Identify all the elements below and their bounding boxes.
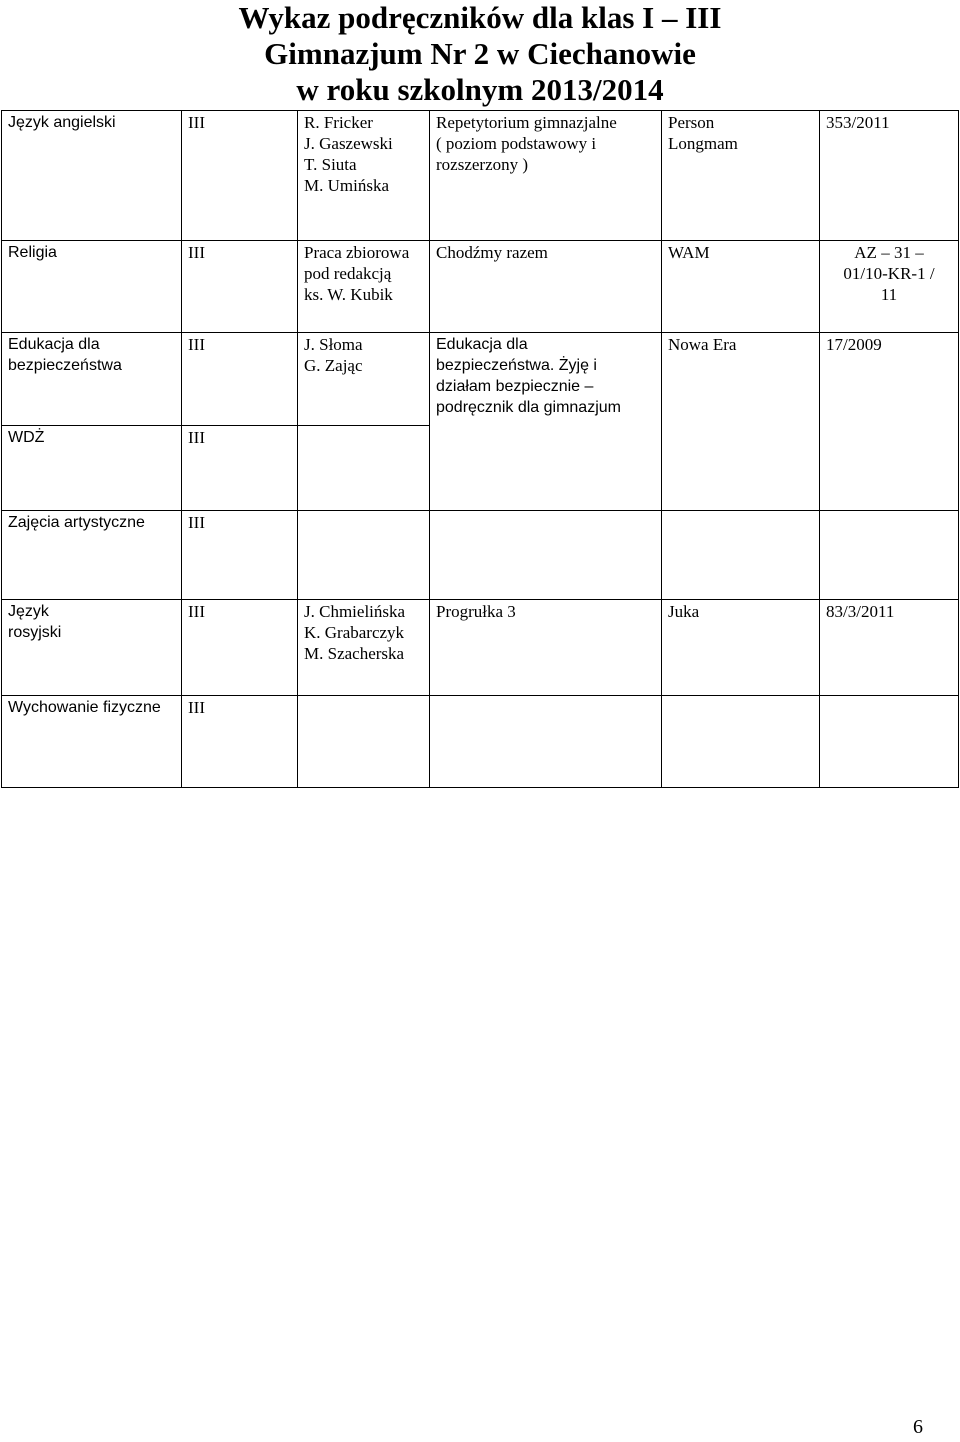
book-title-cell: Chodźmy razem xyxy=(430,241,662,333)
class-cell: III xyxy=(182,333,298,426)
publisher-cell: WAM xyxy=(662,241,820,333)
approval-number-cell: AZ – 31 – 01/10-KR-1 / 11 xyxy=(820,241,959,333)
page-number: 6 xyxy=(913,1416,923,1438)
authors-cell: Praca zbiorowa pod redakcją ks. W. Kubik xyxy=(298,241,430,333)
table-row xyxy=(2,241,959,333)
title-line-3: w roku szkolnym 2013/2014 xyxy=(296,72,664,107)
subject-cell: Edukacja dla bezpieczeństwa xyxy=(2,333,182,426)
authors-cell: J. Słoma G. Zając xyxy=(298,333,430,426)
authors-cell xyxy=(298,696,430,788)
document-title xyxy=(0,0,960,108)
class-cell: III xyxy=(182,426,298,511)
authors-cell: R. Fricker J. Gaszewski T. Siuta M. Umińska xyxy=(298,111,430,241)
subject-cell: WDŻ xyxy=(2,426,182,511)
class-cell: III xyxy=(182,696,298,788)
subject-cell: Język angielski xyxy=(2,111,182,241)
approval-number-cell: 83/3/2011 xyxy=(820,600,959,696)
approval-number-cell: 353/2011 xyxy=(820,111,959,241)
book-title-cell xyxy=(430,511,662,600)
approval-number-cell xyxy=(820,511,959,600)
class-cell: III xyxy=(182,241,298,333)
book-title-cell: Edukacja dla bezpieczeństwa. Żyję i działam bezpiecznie – podręcznik dla gimnazjum xyxy=(430,333,662,511)
approval-number-cell: 17/2009 xyxy=(820,333,959,511)
publisher-cell: Person Longmam xyxy=(662,111,820,241)
class-cell: III xyxy=(182,511,298,600)
textbook-table xyxy=(1,110,959,788)
table-row xyxy=(2,111,959,241)
subject-cell: Wychowanie fizyczne xyxy=(2,696,182,788)
subject-cell: Język rosyjski xyxy=(2,600,182,696)
title-line-1: Wykaz podręczników dla klas I – III xyxy=(238,0,722,35)
publisher-cell: Nowa Era xyxy=(662,333,820,511)
publisher-cell xyxy=(662,511,820,600)
title-line-2: Gimnazjum Nr 2 w Ciechanowie xyxy=(264,36,696,71)
table-row xyxy=(2,511,959,600)
book-title-cell: Repetytorium gimnazjalne ( poziom podstawowy i rozszerzony ) xyxy=(430,111,662,241)
table-row xyxy=(2,333,959,426)
class-cell: III xyxy=(182,600,298,696)
authors-cell: J. Chmielińska K. Grabarczyk M. Szacherska xyxy=(298,600,430,696)
book-title-cell xyxy=(430,696,662,788)
subject-cell: Religia xyxy=(2,241,182,333)
book-title-cell: Progrułka 3 xyxy=(430,600,662,696)
authors-cell xyxy=(298,426,430,511)
approval-number-cell xyxy=(820,696,959,788)
table-row xyxy=(2,696,959,788)
class-cell: III xyxy=(182,111,298,241)
publisher-cell: Juka xyxy=(662,600,820,696)
authors-cell xyxy=(298,511,430,600)
publisher-cell xyxy=(662,696,820,788)
table-row xyxy=(2,600,959,696)
subject-cell: Zajęcia artystyczne xyxy=(2,511,182,600)
